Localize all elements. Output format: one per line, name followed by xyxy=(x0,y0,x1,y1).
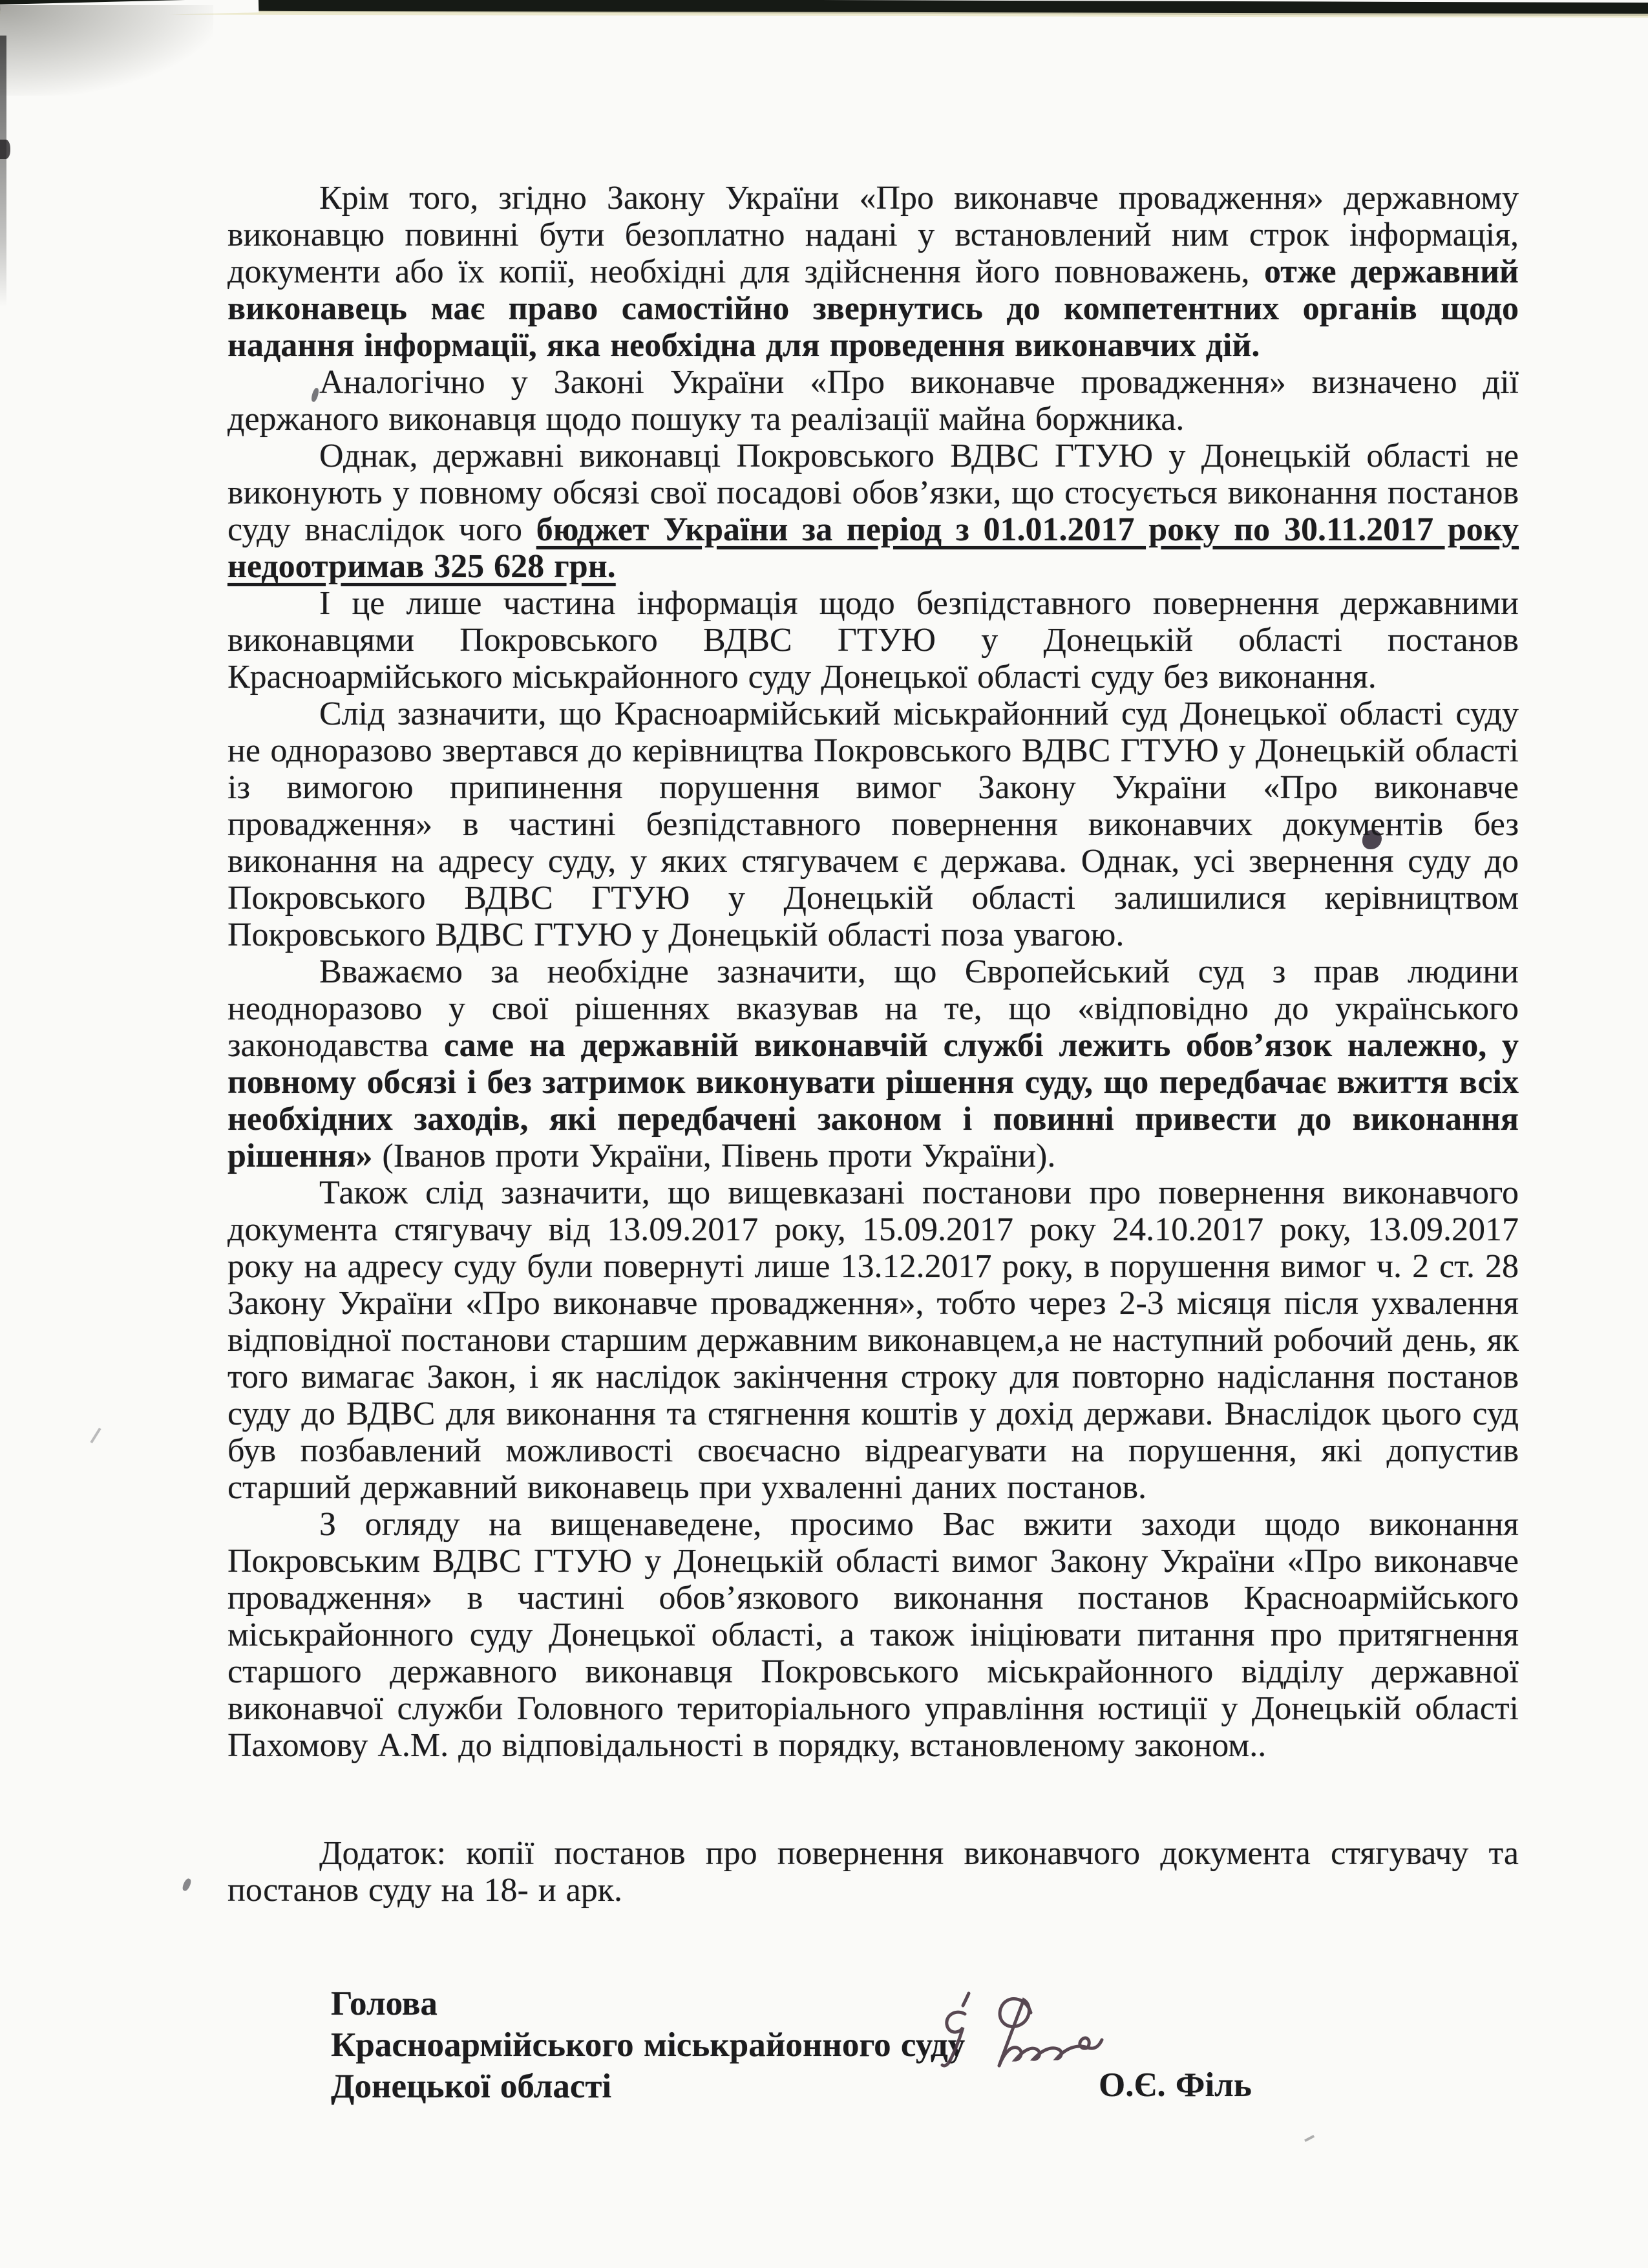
paragraph-late-return-violation xyxy=(227,1174,1519,1506)
text-segment: Також слід зазначити, що вищевказані постанови про повернення виконавчого документа стягувачу від 13.09.2017 року, 15.09.2017 року 24.10.2017 року, 13.09.2017 року на адресу суду були повернуті лише 13.12.2017 року, в порушення вимог ч. 2 ст. 28 Закону України «Про виконавче провадження», тобто через 2-3 місяця після ухвалення відповідної постанови старшим державним виконавцем,а не наступний робочий день, як того вимагає Закон, і як наслідок закінчення строку для повторно надіслання постанов суду до ВДВС для виконання та стягнення коштів у дохід держави. Внаслідок цього суд був позбавлений можливості своєчасно відреагувати на порушення, які допустив старший державний виконавець при ухваленні даних постанов. xyxy=(227,1174,1519,1506)
paragraph-partial-info-statement xyxy=(227,585,1519,695)
text-segment: (Іванов проти України, Півень проти України). xyxy=(372,1138,1056,1174)
text-segment: І це лише частина інформація щодо безпідставного повернення державними виконавцями Покровського ВДВС ГТУЮ у Донецькій області постанов Красноармійського міськрайонного суду Донецької області суду без виконання. xyxy=(227,585,1519,695)
text-segment: З огляду на вищенаведене, просимо Вас вжити заходи щодо виконання Покровським ВДВС ГТУЮ у Донецькій області вимог Закону України «Про виконавче провадження» в частині обов’язкового виконання постанов Красноармійського міськрайонного суду Донецької області, а також ініціювати питання про притягнення старшого державного виконавця Покровського міськрайонного відділу державної виконавчої служби Головного територіального управління юстиції у Донецькій області Пахомову А.М. до відповідальності в порядку, встановленому законом.. xyxy=(227,1506,1519,1764)
text-segment: Вважаємо за необхідне зазначити, що Європейський суд з прав людини неодноразово у свої рішеннях вказував на те, що «відповідно до українського законодавства xyxy=(227,953,1519,1064)
handwritten-signature-icon xyxy=(935,1987,1111,2085)
stray-mark-comma xyxy=(181,1878,192,1892)
signer-role-line-2: Красноармійського міськрайонного суду xyxy=(331,2026,966,2064)
paragraph-court-appeals-ignored xyxy=(227,695,1519,953)
paragraph-budget-loss-statement xyxy=(227,438,1519,585)
scan-edge-left-nub xyxy=(0,140,10,159)
text-segment: бюджет України за період з 01.01.2017 року по 30.11.2017 року недоотримав 325 628 грн. xyxy=(227,511,1519,585)
paragraph-law-analogy xyxy=(227,364,1519,438)
paragraph-request-for-action xyxy=(227,1506,1519,1764)
scan-corner-smudge xyxy=(0,5,213,96)
stray-mark-slash xyxy=(90,1428,101,1443)
text-segment: Крім того, згідно Закону України «Про виконавче провадження» державному виконавцю повинні бути безоплатно надані у встановлений ним строк інформація, документи або їх копії, необхідні для здійснення його повноважень, xyxy=(227,180,1519,290)
text-segment: Додаток: копії постанов про повернення виконавчого документа стягувачу та постанов суду на 18- и арк. xyxy=(227,1835,1519,1909)
signer-role-line-1: Голова xyxy=(331,1985,438,2022)
text-segment: Аналогічно у Законі України «Про виконавче провадження» визначено дії держаного виконавця щодо пошуку та реалізації майна боржника. xyxy=(227,364,1519,438)
paragraph-attachment-note xyxy=(227,1835,1519,1909)
text-segment: отже державний виконавець має право самостійно звернутись до компетентних органів щодо надання інформації, яка необхідна для проведення виконавчих дій. xyxy=(227,253,1519,364)
paragraph-intro-law-provision xyxy=(227,180,1519,364)
stray-mark-speck xyxy=(1304,2135,1317,2146)
signer-name: О.Є. Філь xyxy=(1099,2066,1252,2104)
signature-block xyxy=(331,1983,1520,2107)
letter-body xyxy=(227,180,1519,2107)
text-segment: Однак, державні виконавці Покровського ВДВС ГТУЮ у Донецькій області не виконують у повному обсязі свої посадові обов’язки, що стосується виконання постанов суду внаслідок чого xyxy=(227,438,1519,548)
text-segment: Слід зазначити, що Красноармійський міськрайонний суд Донецької області суду не одноразово звертався до керівництва Покровського ВДВС ГТУЮ у Донецькій області із вимогою припинення порушення вимог Закону України «Про виконавче провадження» в частині безпідставного повернення виконавчих документів без виконання на адресу суду, у яких стягувачем є держава. Однак, усі звернення суду до Покровського ВДВС ГТУЮ у Донецькій області залишилися керівництвом Покровського ВДВС ГТУЮ у Донецькій області поза увагою. xyxy=(227,695,1519,953)
signer-role-line-3: Донецької області xyxy=(331,2068,612,2105)
paragraph-echr-position xyxy=(227,953,1519,1174)
text-segment: саме на державній виконавчій службі лежить обов’язок належно, у повному обсязі і без затримок виконувати рішення суду, що передбачає вжиття всіх необхідних заходів, які передбачені законом і повинні привести до виконання рішення» xyxy=(227,1027,1519,1174)
scan-edge-left-strip xyxy=(0,36,6,307)
